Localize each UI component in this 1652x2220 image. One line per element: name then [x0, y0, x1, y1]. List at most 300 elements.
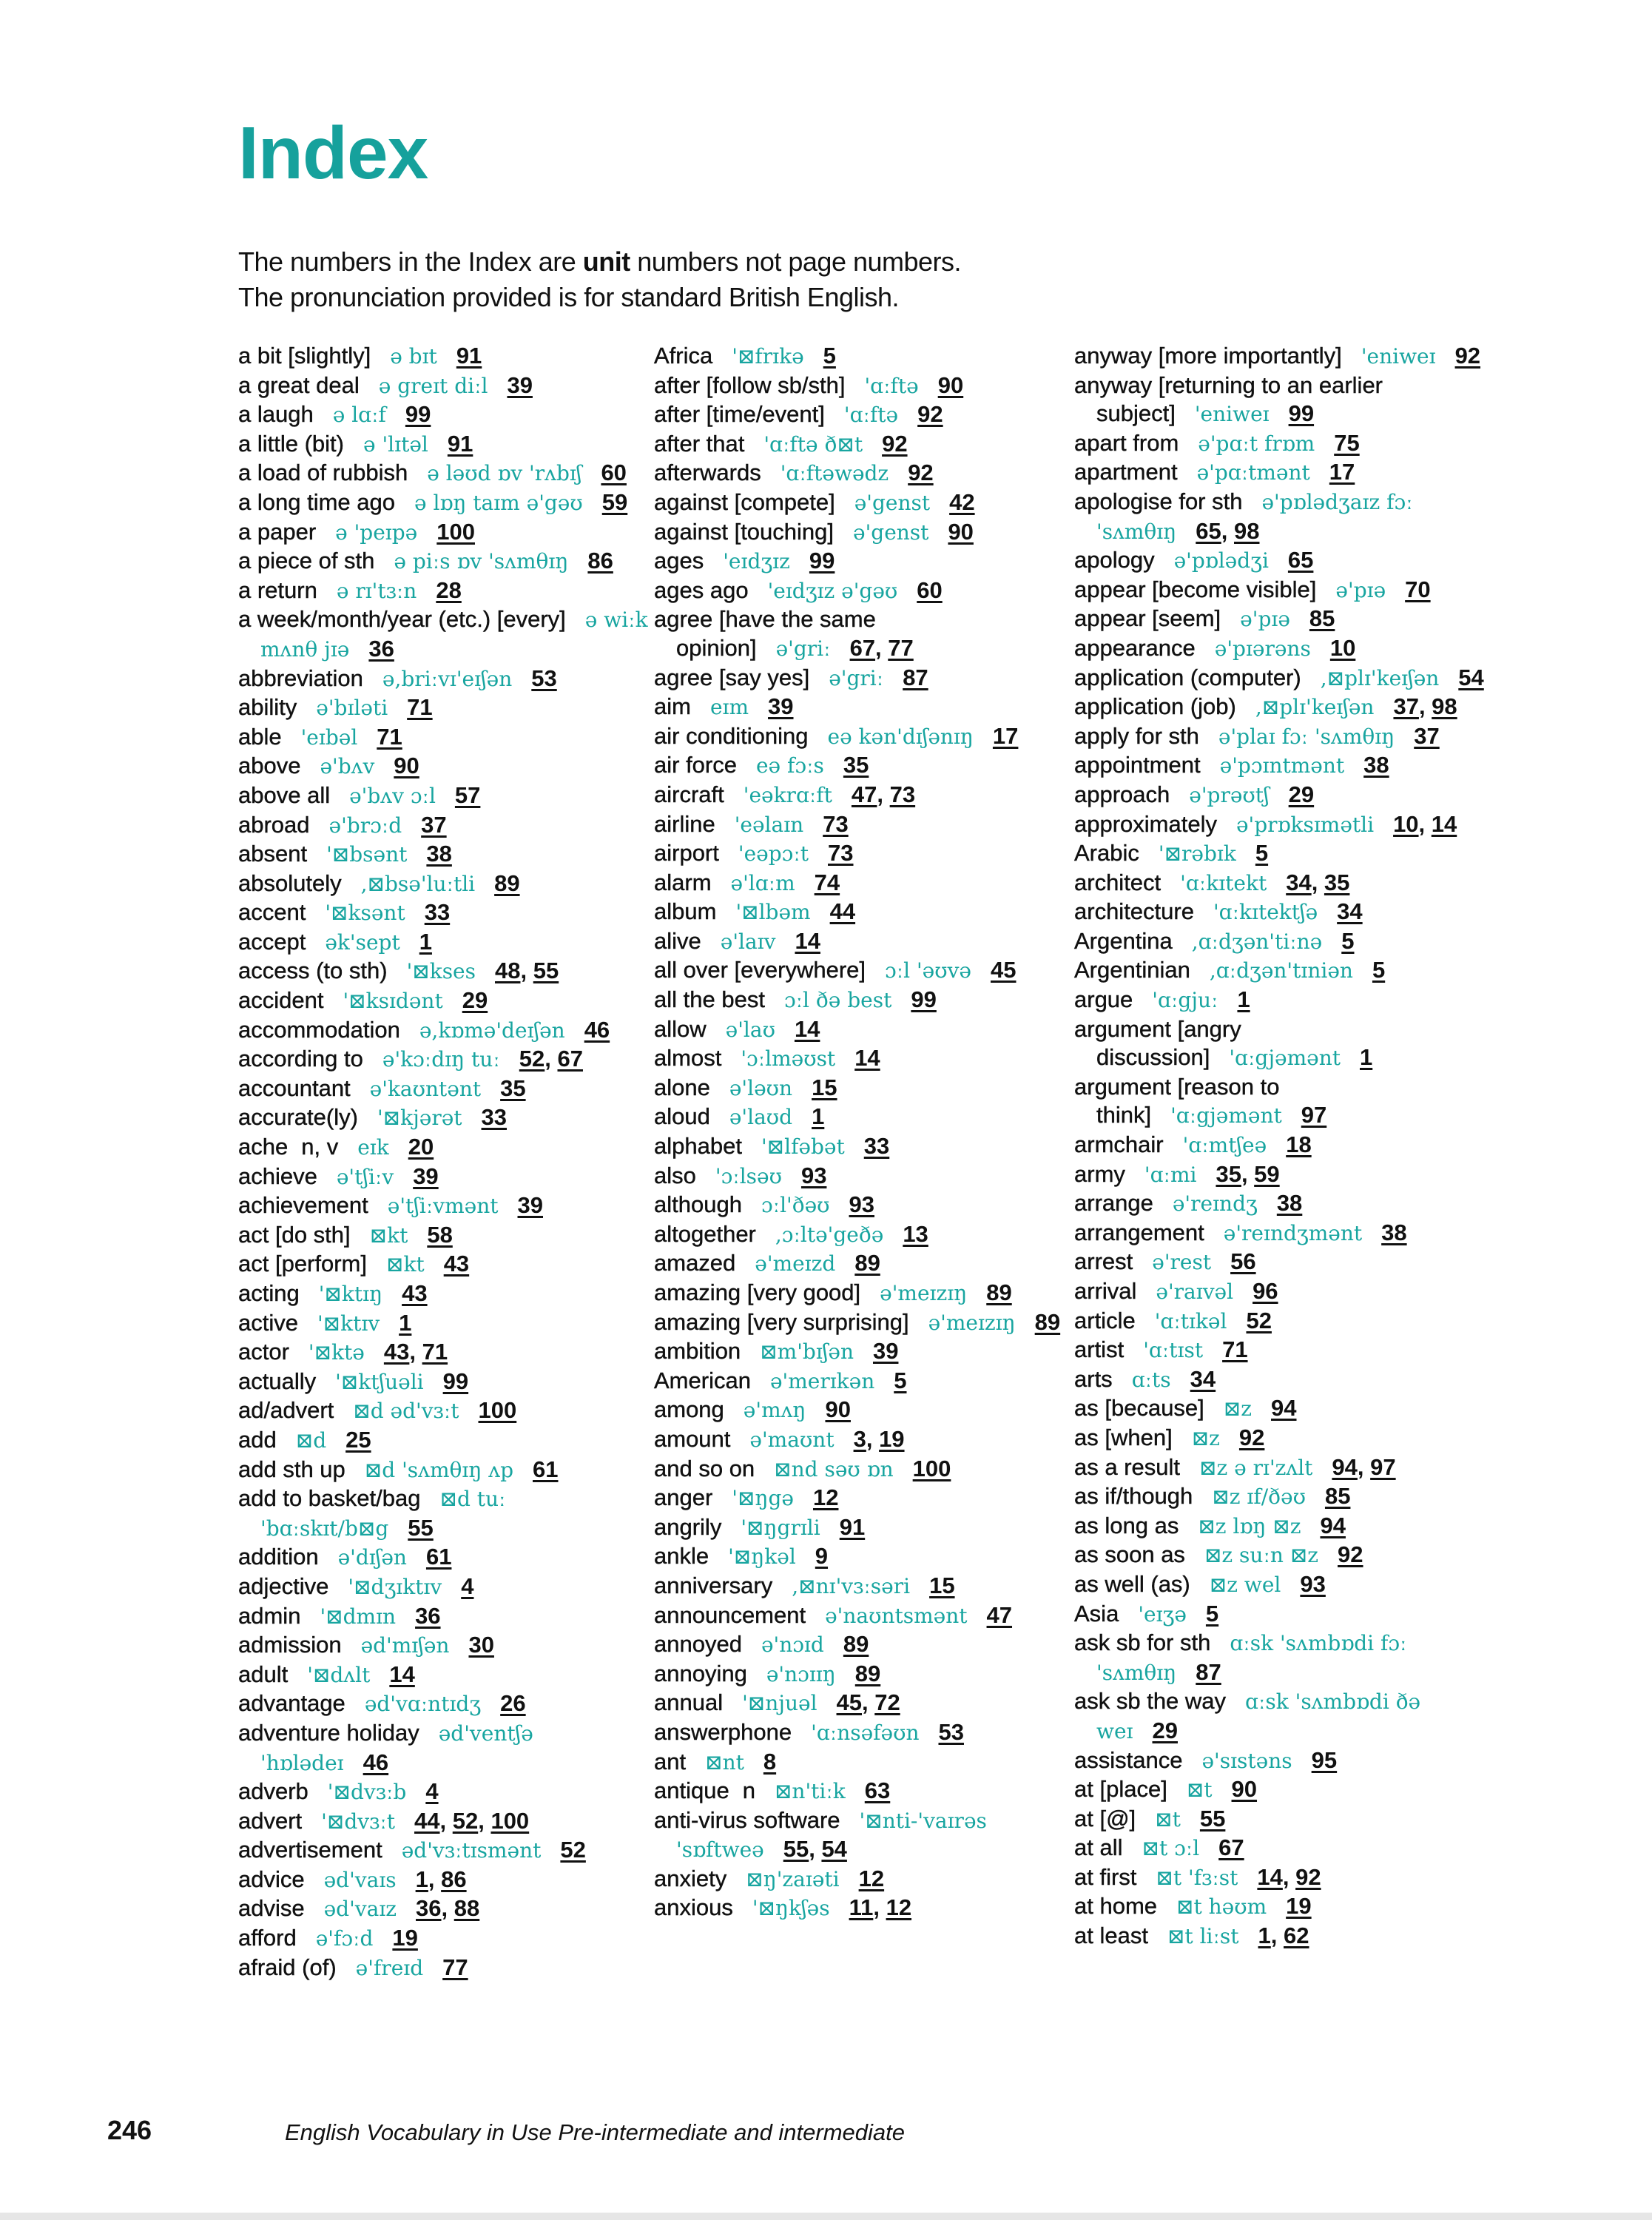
pronunciation: 'ɑːgjuː [1152, 988, 1218, 1013]
unit-number: 34 [1286, 869, 1312, 895]
pronunciation: ə'nɔɪɪŋ [766, 1661, 836, 1686]
unit-numbers [828, 840, 853, 866]
index-entry [238, 518, 653, 548]
headword: anyway [returning to an earlier subject] [1074, 371, 1383, 427]
unit-numbers [864, 1133, 889, 1159]
headword: anniversary [654, 1572, 773, 1598]
index-entry [238, 1894, 653, 1924]
pronunciation: ⊠d tuː 'bɑːskɪt/b⊠g [260, 1487, 506, 1541]
unit-numbers [408, 1134, 434, 1160]
headword: army [1074, 1160, 1125, 1187]
headword: absolutely [238, 870, 342, 896]
pronunciation: ⊠m'bɪʃən [760, 1339, 854, 1365]
pronunciation: 'ɑːtɪst [1143, 1338, 1204, 1363]
unit-numbers [1309, 605, 1335, 631]
unit-numbers [531, 665, 556, 691]
unit-number: 99 [442, 1368, 469, 1394]
unit-numbers [917, 577, 942, 603]
pronunciation: ,⊠plɪ'keɪʃən [1320, 665, 1440, 690]
intro-text-part: numbers not page numbers. [630, 246, 962, 277]
unit-numbers [425, 1778, 438, 1804]
unit-number: 67 [1218, 1834, 1244, 1861]
pronunciation: ⊠t 'fɜːst [1156, 1865, 1238, 1890]
headword: act [perform] [238, 1251, 367, 1277]
pronunciation: ɔːl ðə best [783, 988, 892, 1013]
index-entry [238, 1836, 653, 1866]
pronunciation: ⊠t ɔːl [1142, 1836, 1200, 1861]
pronunciation: '⊠ktɪv [317, 1311, 380, 1336]
headword: actually [238, 1368, 317, 1394]
unit-numbers [1455, 343, 1480, 369]
index-entry [238, 1602, 653, 1632]
pronunciation: '⊠kjərət [377, 1106, 462, 1131]
unit-number: 90 [394, 753, 419, 779]
pronunciation: ə'pɒlədʒi [1173, 548, 1269, 574]
unit-number: 55 [408, 1514, 434, 1541]
unit-number: 71 [422, 1339, 448, 1365]
pronunciation: ə'pɪə [1335, 577, 1386, 602]
unit-numbers: 34, 35 [1286, 869, 1350, 895]
index-entry [238, 898, 653, 928]
unit-numbers [1035, 1309, 1060, 1335]
unit-numbers [442, 1954, 468, 1980]
unit-numbers [1300, 1571, 1325, 1597]
headword: argue [1074, 986, 1133, 1013]
unit-numbers [1277, 1190, 1302, 1216]
headword: a great deal [238, 371, 360, 398]
pronunciation: ,ɑːdʒən'tɪniən [1209, 958, 1353, 983]
headword: agree [say yes] [654, 664, 810, 690]
index-entry [654, 1425, 1068, 1455]
unit-number: 100 [912, 1455, 951, 1481]
index-entry [1074, 546, 1489, 576]
headword: a long time ago [238, 488, 395, 515]
headword: appear [become visible] [1074, 576, 1317, 602]
index-entry [238, 928, 653, 958]
unit-number: 33 [481, 1104, 508, 1131]
headword: agree [have the same opinion] [654, 606, 876, 661]
headword: a little (bit) [238, 430, 344, 457]
pronunciation: ə'meɪzd [755, 1251, 836, 1276]
pronunciation: ə'pɒlədʒaɪz fɔː 'sʌmθɪŋ [1096, 489, 1413, 544]
unit-number: 39 [768, 693, 794, 720]
index-entry [654, 664, 1068, 693]
headword: anger [654, 1484, 713, 1511]
pronunciation: 'eəlaɪn [734, 812, 804, 837]
unit-number: 87 [1196, 1658, 1221, 1685]
unit-number: 94 [1320, 1512, 1346, 1538]
part-of-speech: n, v [301, 1134, 339, 1160]
index-entry [654, 1601, 1068, 1631]
unit-number: 43 [443, 1251, 470, 1277]
headword: among [654, 1396, 724, 1423]
unit-number: 99 [809, 548, 835, 574]
index-entry [654, 956, 1068, 986]
unit-number: 90 [937, 371, 964, 398]
unit-number: 92 [1238, 1424, 1265, 1450]
headword: amazing [very surprising] [654, 1308, 909, 1335]
unit-number: 5 [894, 1367, 907, 1393]
unit-numbers [1218, 1834, 1244, 1860]
unit-number: 73 [889, 781, 916, 807]
unit-numbers [1253, 1278, 1278, 1304]
index-entry [654, 1806, 1068, 1865]
headword: against [touching] [654, 518, 835, 545]
unit-numbers [427, 1222, 452, 1248]
unit-number: 100 [478, 1397, 517, 1424]
unit-number: 34 [1337, 898, 1363, 925]
unit-numbers [1255, 840, 1268, 866]
unit-numbers [1372, 957, 1385, 983]
unit-number: 92 [908, 460, 934, 486]
unit-number: 17 [1329, 459, 1355, 485]
pronunciation: ⊠z [1191, 1425, 1220, 1450]
headword: argument [reason to think] [1074, 1073, 1280, 1128]
headword: annual [654, 1689, 724, 1716]
pronunciation: eɪk [357, 1135, 389, 1160]
pronunciation: ə'bʌv ɔːl [349, 783, 436, 808]
index-entry [1074, 371, 1489, 429]
headword: aim [654, 693, 691, 720]
headword: as if/though [1074, 1483, 1193, 1510]
headword: Africa [654, 343, 713, 369]
part-of-speech: n [742, 1777, 755, 1804]
headword: ant [654, 1748, 687, 1775]
index-entry [1074, 1336, 1489, 1365]
unit-numbers [1329, 459, 1355, 485]
index-entry [654, 1572, 1068, 1601]
headword: able [238, 723, 282, 750]
unit-number: 99 [911, 986, 937, 1013]
headword: according to [238, 1046, 363, 1072]
pronunciation: ə'pɪə [1240, 607, 1290, 632]
index-entry [1074, 898, 1489, 927]
unit-number: 100 [436, 518, 475, 545]
pronunciation: ⊠t liːst [1167, 1924, 1239, 1949]
unit-number: 75 [1334, 429, 1360, 456]
unit-numbers [768, 693, 793, 719]
unit-numbers [413, 1163, 438, 1189]
unit-numbers [855, 1661, 880, 1686]
unit-number: 58 [427, 1221, 453, 1248]
index-entry [1074, 1073, 1489, 1131]
headword: accurate(ly) [238, 1104, 358, 1131]
pronunciation: ɑːsk 'sʌmbɒdi fɔː 'sʌmθɪŋ [1096, 1631, 1407, 1685]
unit-numbers [825, 1396, 850, 1422]
unit-number: 52 [560, 1837, 586, 1863]
headword: approach [1074, 781, 1170, 807]
unit-numbers [986, 1279, 1011, 1305]
unit-number: 74 [814, 869, 840, 895]
page-number: 246 [107, 2115, 152, 2145]
intro-line-1 [238, 244, 961, 280]
index-entry [654, 1249, 1068, 1279]
pronunciation: ə'plaɪ fɔː 'sʌmθɪŋ [1218, 724, 1395, 749]
headword: announcement [654, 1601, 806, 1628]
unit-numbers [1414, 723, 1439, 749]
headword: advise [238, 1895, 305, 1922]
unit-numbers [1458, 665, 1483, 690]
unit-numbers [763, 1749, 776, 1775]
headword: allow [654, 1015, 707, 1042]
index-entry [238, 1719, 653, 1777]
unit-number: 77 [888, 634, 914, 661]
index-entry [654, 1162, 1068, 1191]
unit-number: 91 [839, 1513, 866, 1540]
pronunciation: eə fɔːs [755, 753, 824, 778]
unit-number: 19 [1286, 1893, 1312, 1920]
unit-number: 17 [992, 722, 1019, 749]
pronunciation: 'ɑːftə [843, 403, 899, 428]
headword: ask sb for sth [1074, 1629, 1211, 1656]
headword: angrily [654, 1513, 722, 1540]
headword: approximately [1074, 810, 1217, 837]
unit-numbers [1237, 986, 1250, 1012]
index-entry [1074, 869, 1489, 898]
index-column-3 [1074, 342, 1489, 1951]
pronunciation: ⊠nt [705, 1749, 744, 1775]
unit-number: 42 [949, 488, 975, 515]
unit-number: 55 [533, 958, 559, 984]
unit-numbers [859, 1866, 884, 1891]
pronunciation: ə'kɔːdɪŋ tuː [382, 1047, 500, 1072]
index-entry [238, 1103, 653, 1133]
index-entry [238, 459, 653, 488]
headword: as well (as) [1074, 1570, 1190, 1597]
unit-numbers [1301, 1102, 1326, 1128]
unit-numbers [843, 1631, 869, 1657]
index-entry [238, 1807, 653, 1837]
pronunciation: ə,kɒmə'deɪʃən [419, 1018, 565, 1043]
unit-number: 96 [1253, 1278, 1278, 1304]
unit-number: 15 [929, 1572, 955, 1598]
headword: above [238, 753, 301, 779]
unit-numbers [436, 577, 461, 603]
headword: Argentina [1074, 927, 1173, 954]
unit-number: 73 [828, 840, 854, 867]
index-entry [654, 1396, 1068, 1425]
unit-number: 20 [408, 1134, 434, 1160]
pronunciation: '⊠dʒɪktɪv [348, 1574, 442, 1599]
pronunciation: ⊠z wel [1209, 1572, 1281, 1597]
index-entry [238, 1689, 653, 1719]
pronunciation: ⊠kt [386, 1252, 425, 1277]
unit-number: 71 [1222, 1336, 1248, 1363]
headword: application (computer) [1074, 664, 1301, 690]
unit-numbers [405, 401, 431, 427]
unit-number: 92 [882, 430, 908, 457]
headword: anti-virus software [654, 1806, 840, 1833]
unit-number: 48 [495, 958, 521, 984]
index-entry [238, 1456, 653, 1485]
headword: amazing [very good] [654, 1279, 861, 1305]
unit-number: 37 [421, 811, 447, 838]
unit-number: 39 [517, 1192, 543, 1219]
headword: at [place] [1074, 1776, 1167, 1803]
unit-numbers [468, 1632, 493, 1658]
unit-numbers [1190, 1366, 1216, 1392]
pronunciation: ə lɒŋ taɪm ə'gəʊ [414, 490, 583, 515]
unit-numbers [494, 870, 519, 896]
unit-numbers [903, 665, 928, 690]
index-entry [654, 430, 1068, 460]
pronunciation: '⊠ktə [308, 1340, 365, 1365]
pronunciation: ə'bɪləti [316, 696, 388, 721]
headword: a paper [238, 518, 317, 545]
pronunciation: ə'merɪkən [769, 1368, 875, 1393]
pronunciation: '⊠ŋkəl [728, 1544, 796, 1570]
pronunciation: '⊠ksɪdənt [343, 989, 443, 1014]
unit-numbers [913, 1456, 951, 1481]
headword: act [do sth] [238, 1221, 351, 1248]
pronunciation: '⊠ktʃuəli [335, 1369, 424, 1394]
unit-numbers [812, 1103, 824, 1129]
headword: assistance [1074, 1746, 1183, 1773]
intro-text [238, 244, 961, 315]
unit-number: 45 [836, 1689, 863, 1716]
unit-number: 61 [533, 1456, 559, 1482]
pronunciation: 'eɪdʒɪz ə'gəʊ [767, 578, 898, 603]
pronunciation: 'ɑːkɪtektʃə [1213, 900, 1318, 925]
index-entry [238, 1338, 653, 1368]
unit-number: 37 [1393, 693, 1419, 720]
unit-number: 8 [763, 1748, 777, 1775]
index-entry [1074, 722, 1489, 752]
headword: accountant [238, 1074, 351, 1101]
intro-text-part: The numbers in the Index are [238, 246, 583, 277]
pronunciation: ə ləʊd ɒv 'rʌbɪʃ [427, 461, 582, 486]
unit-number: 25 [345, 1426, 371, 1453]
index-entry [1074, 839, 1489, 869]
unit-number: 89 [843, 1631, 869, 1658]
unit-numbers [601, 460, 626, 485]
index-entry [654, 1748, 1068, 1777]
pronunciation: '⊠dʌlt [307, 1662, 371, 1687]
index-entry [1074, 1863, 1489, 1893]
index-entry [654, 459, 1068, 488]
index-entry [1074, 1365, 1489, 1395]
unit-numbers: 35, 59 [1216, 1160, 1280, 1187]
unit-numbers [1325, 1483, 1350, 1509]
headword: acting [238, 1280, 300, 1306]
pronunciation: ⊠z ə rɪ'zʌlt [1199, 1455, 1313, 1480]
index-entry [238, 1074, 653, 1104]
headword: arrangement [1074, 1219, 1204, 1245]
unit-number: 36 [368, 635, 394, 662]
unit-number: 38 [1381, 1219, 1407, 1245]
headword: appointment [1074, 752, 1201, 778]
index-entry [1074, 927, 1489, 957]
index-entry [238, 752, 653, 781]
unit-number: 43 [383, 1339, 410, 1365]
unit-number: 60 [917, 576, 943, 603]
unit-numbers [1289, 400, 1314, 426]
unit-number: 67 [557, 1046, 583, 1072]
unit-numbers: 14, 92 [1257, 1863, 1321, 1890]
pronunciation: 'ɑːnsəfəʊn [811, 1720, 920, 1745]
pronunciation: əd'ventʃə 'hɒlədeɪ [260, 1720, 533, 1775]
headword: as [because] [1074, 1395, 1204, 1422]
index-entry [1074, 1600, 1489, 1629]
headword: all the best [654, 986, 765, 1013]
pronunciation: ə'griː [829, 665, 884, 690]
headword: American [654, 1367, 751, 1393]
unit-number: 90 [1231, 1776, 1258, 1803]
pronunciation: '⊠lfəbət [761, 1134, 845, 1160]
headword: advert [238, 1807, 303, 1834]
index-entry [238, 430, 653, 460]
headword: add [238, 1426, 277, 1453]
unit-number: 38 [1363, 752, 1389, 778]
index-entry [654, 1015, 1068, 1045]
unit-numbers [1330, 635, 1355, 661]
unit-number: 99 [1288, 400, 1315, 427]
pronunciation: ə'nɔɪd [761, 1632, 824, 1658]
pronunciation: əd'vaɪz [323, 1897, 397, 1922]
pronunciation: ⊠nd səʊ ɒn [774, 1456, 894, 1481]
unit-number: 97 [1301, 1102, 1327, 1128]
index-entry [238, 1543, 653, 1572]
unit-numbers [1206, 1601, 1218, 1627]
pronunciation: ,⊠nɪ'vɜːsəri [792, 1573, 911, 1598]
pronunciation: 'ɑːmtʃeə [1182, 1133, 1267, 1158]
pronunciation: ⊠z suːn ⊠z [1204, 1543, 1319, 1568]
pronunciation: '⊠dvɜːb [327, 1780, 407, 1805]
pronunciation: ə'pɪərəns [1214, 636, 1311, 661]
pronunciation: '⊠dmɪn [320, 1604, 397, 1629]
unit-numbers: 47, 73 [851, 781, 916, 807]
headword: although [654, 1191, 742, 1218]
unit-number: 1 [399, 1309, 412, 1336]
unit-number: 4 [425, 1778, 439, 1805]
index-entry [654, 1865, 1068, 1894]
index-entry [654, 1718, 1068, 1748]
headword: apology [1074, 547, 1155, 574]
unit-number: 92 [1338, 1541, 1363, 1568]
headword: adventure holiday [238, 1719, 419, 1746]
headword: airport [654, 840, 719, 867]
unit-numbers [482, 1104, 507, 1130]
index-entry [654, 1630, 1068, 1660]
headword: afford [238, 1925, 297, 1951]
pronunciation: ə'lɑːm [730, 870, 795, 895]
unit-numbers [560, 1837, 585, 1863]
index-entry [238, 1250, 653, 1279]
pronunciation: ə'pɑːt frɒm [1198, 431, 1315, 456]
index-entry [654, 927, 1068, 957]
pronunciation: ə'meɪzɪŋ [928, 1310, 1016, 1335]
unit-number: 93 [849, 1191, 874, 1218]
unit-number: 14 [854, 1045, 880, 1072]
unit-numbers [1288, 547, 1313, 573]
pronunciation: ə 'peɪpə [335, 519, 418, 545]
index-entry [238, 605, 653, 664]
index-entry [238, 576, 653, 606]
pronunciation: 'eəkrɑːft [743, 782, 832, 807]
pronunciation: '⊠dvɜːt [321, 1809, 396, 1834]
index-entry [654, 342, 1068, 371]
unit-number: 43 [402, 1280, 428, 1306]
unit-numbers [1286, 1893, 1311, 1919]
unit-numbers [873, 1338, 898, 1364]
unit-number: 14 [1431, 810, 1457, 837]
headword: airline [654, 810, 715, 837]
headword: aircraft [654, 781, 724, 807]
headword: ad/advert [238, 1397, 334, 1424]
index-entry [1074, 605, 1489, 634]
unit-numbers [363, 1749, 388, 1775]
unit-number: 1 [415, 1866, 428, 1892]
